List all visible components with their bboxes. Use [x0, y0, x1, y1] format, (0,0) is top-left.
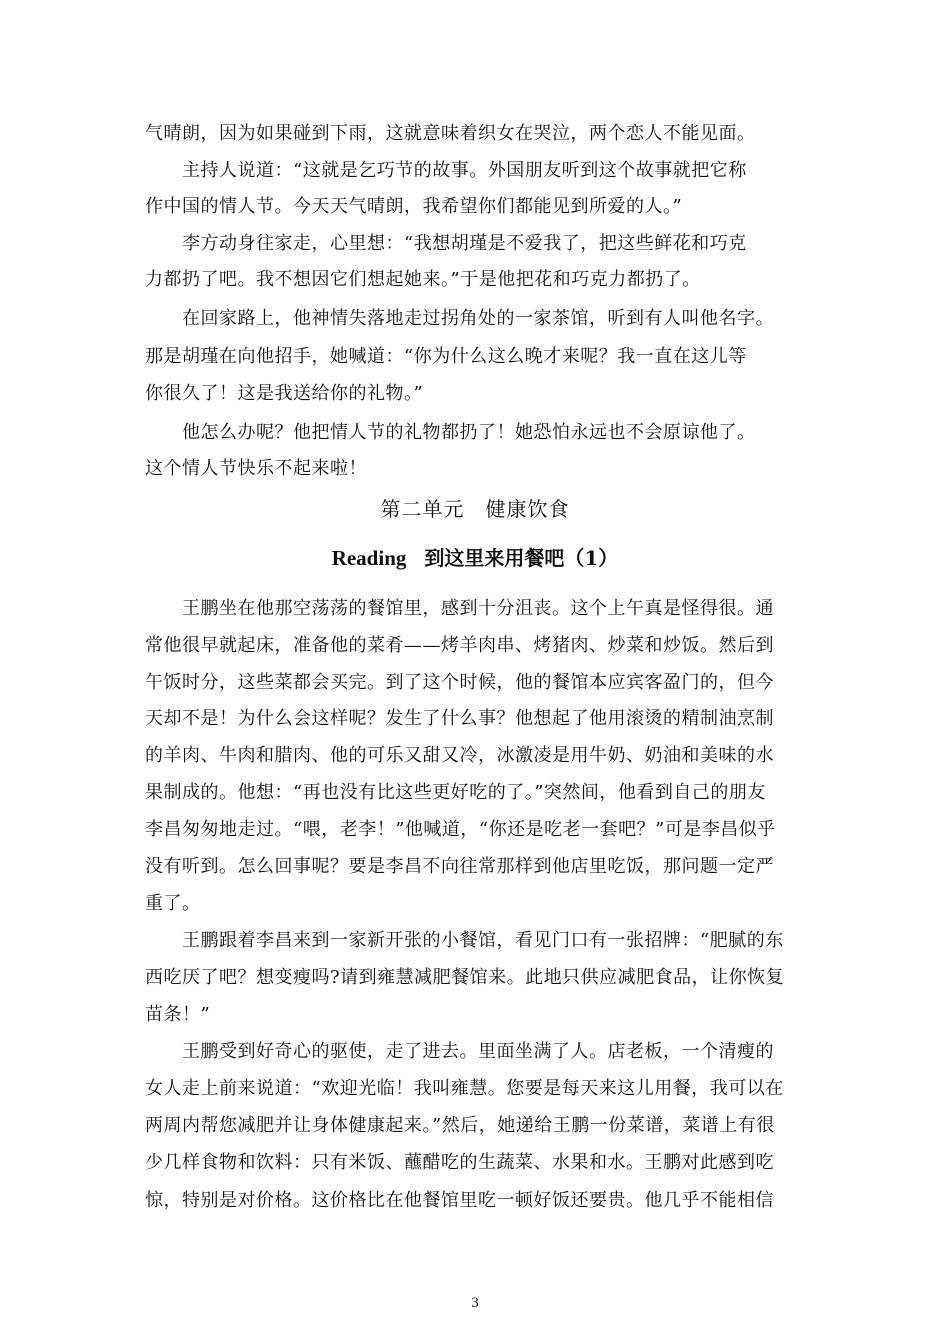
unit-title: 第二单元 健康饮食 — [380, 497, 570, 521]
page-number: 3 — [471, 1295, 479, 1311]
paragraph-line: 少几样食物和饮料：只有米饭、蘸醋吃的生蔬菜、水果和水。王鹏对此感到吃 — [145, 1152, 774, 1173]
reading-title-en: Reading — [331, 546, 407, 570]
paragraph-line: 果制成的。他想：“再也没有比这些更好吃的了。”突然间，他看到自己的朋友 — [145, 782, 766, 803]
paragraph-line: 你很久了！这是我送给你的礼物。” — [145, 383, 424, 404]
paragraph-line: 两周内帮您减肥并让身体健康起来。”然后，她递给王鹏一份菜谱，菜谱上有很 — [145, 1115, 775, 1136]
paragraph-line: 作中国的情人节。今天天气晴朗，我希望你们都能见到所爱的人。” — [145, 196, 683, 217]
paragraph-line: 王鹏跟着李昌来到一家新开张的小餐馆，看见门口有一张招牌：“肥腻的东 — [182, 930, 784, 951]
paragraph-line: 没有听到。怎么回事呢？要是李昌不向往常那样到他店里吃饭，那问题一定严 — [145, 856, 774, 877]
paragraph-line: 西吃厌了吧？想变瘦吗?请到雍慧减肥餐馆来。此地只供应减肥食品，让你恢复 — [145, 967, 785, 988]
paragraph-line: 李方动身往家走，心里想：“我想胡瑾是不爱我了，把这些鲜花和巧克 — [182, 233, 747, 254]
paragraph-line: 的羊肉、牛肉和腊肉、他的可乐又甜又冷，冰激凌是用牛奶、奶油和美味的水 — [145, 745, 774, 766]
paragraph-line: 王鹏坐在他那空荡荡的餐馆里，感到十分沮丧。这个上午真是怪得很。通 — [182, 598, 774, 619]
paragraph-line: 苗条！” — [145, 1004, 211, 1025]
paragraph-line: 力都扔了吧。我不想因它们想起她来。”于是他把花和巧克力都扔了。 — [145, 269, 701, 290]
paragraph-line: 午饭时分，这些菜都会买完。到了这个时候，他的餐馆本应宾客盈门的，但今 — [145, 672, 774, 693]
paragraph-line: 惊，特别是对价格。这价格比在他餐馆里吃一顿好饭还要贵。他几乎不能相信 — [145, 1190, 774, 1211]
paragraph-line: 女人走上前来说道：“欢迎光临！我叫雍慧。您要是每天来这儿用餐，我可以在 — [145, 1078, 784, 1099]
paragraph-line: 气晴朗，因为如果碰到下雨，这就意味着织女在哭泣，两个恋人不能见面。 — [145, 123, 756, 144]
paragraph-line: 李昌匆匆地走过。“喂，老李！”他喊道，“你还是吃老一套吧？”可是李昌似乎 — [145, 819, 776, 840]
reading-title — [0, 545, 950, 571]
paragraph-line: 重了。 — [145, 893, 201, 914]
paragraph-line: 那是胡瑾在向他招手，她喊道：“你为什么这么晚才来呢？我一直在这儿等 — [145, 346, 747, 367]
paragraph-line: 天却不是！为什么会这样呢？发生了什么事？他想起了他用滚烫的精制油烹制 — [145, 708, 774, 729]
paragraph-line: 常他很早就起床，准备他的菜肴——烤羊肉串、烤猪肉、炒菜和炒饭。然后到 — [145, 635, 774, 656]
reading-title-zh: 到这里来用餐吧（1） — [424, 546, 619, 570]
paragraph-line: 他怎么办呢？他把情人节的礼物都扔了！她恐怕永远也不会原谅他了。 — [182, 422, 756, 443]
paragraph-line: 这个情人节快乐不起来啦！ — [145, 458, 367, 479]
paragraph-line: 王鹏受到好奇心的驱使，走了进去。里面坐满了人。店老板，一个清瘦的 — [182, 1041, 774, 1062]
paragraph-line: 在回家路上，他神情失落地走过拐角处的一家茶馆，听到有人叫他名字。 — [182, 308, 774, 329]
paragraph-line: 主持人说道：“这就是乞巧节的故事。外国朋友听到这个故事就把它称 — [182, 160, 747, 181]
